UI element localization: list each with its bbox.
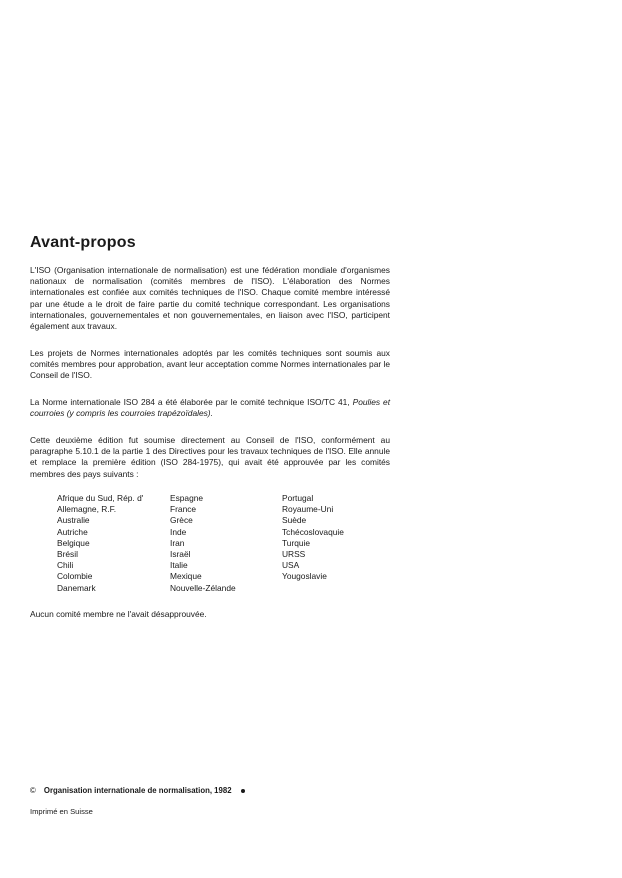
committee-title: Poulies et courroies (y compris les courroies trapézoïdales). [30, 397, 391, 419]
country-item: URSS [282, 549, 306, 560]
country-item: Mexique [170, 571, 202, 582]
country-item: Espagne [170, 493, 204, 503]
imprint-text: Imprimé en Suisse [30, 807, 93, 816]
page-title: Avant-propos [30, 234, 136, 251]
country-item: Iran [170, 537, 185, 548]
country-item: Australie [57, 515, 90, 526]
country-item: Inde [170, 526, 187, 537]
country-item: Autriche [57, 526, 88, 537]
country-item: Grèce [170, 515, 193, 526]
country-item: France [170, 504, 197, 515]
country-item: USA [282, 560, 300, 571]
country-item: Suède [282, 515, 307, 526]
paragraph-draft-adoption: Les projets de Normes internationales adoptés par les comités techniques sont soumis aux comités membres pour approbation, avant leur acceptation comme Normes internationales par le Conseil de l'ISO. [30, 348, 390, 381]
country-item: Colombie [57, 571, 93, 582]
country-item: Portugal [282, 493, 314, 503]
copyright-text: Organisation internationale de normalisation, 1982 [43, 786, 232, 795]
paragraph-edition-approval: Cette deuxième édition fut soumise directement au Conseil de l'ISO, conformément au paragraphe 5.10.1 de la partie 1 des Directives pour les travaux techniques de l'ISO. Elle annule et remplace la première édition (ISO 284-1975), qui avait été approuvée par les comités membres des pays suivants : [30, 435, 390, 479]
countries-column-2 [170, 493, 280, 594]
country-item: Afrique du Sud, Rép. d' [57, 493, 144, 503]
paragraph-standard-origin [30, 397, 390, 419]
country-item: Belgique [57, 537, 90, 548]
country-item: Italie [170, 560, 188, 571]
copyright-symbol: © [30, 786, 36, 795]
paragraph-iso-description: L'ISO (Organisation internationale de normalisation) est une fédération mondiale d'organismes nationaux de normalisation (comités membres de l'ISO). L'élaboration des Normes internationales est confiée aux comités techniques de l'ISO. Chaque comité membre intéressé par une étude a le droit de faire partie du comité technique correspondant. Les organisations internationales, gouvernementales et non gouvernementales, en liaison avec l'ISO, participent également aux travaux. [30, 265, 390, 332]
country-item: Royaume-Uni [282, 504, 334, 515]
country-item: Allemagne, R.F. [57, 504, 117, 515]
country-item: Danemark [57, 582, 96, 593]
country-item: Turquie [282, 537, 311, 548]
country-item: Israël [170, 549, 191, 560]
standard-origin-text: La Norme internationale ISO 284 a été élaborée par le comité technique ISO/TC 41, [30, 397, 350, 407]
copyright-line [30, 786, 245, 795]
country-item: Brésil [57, 549, 78, 560]
country-item: Tchécoslovaquie [282, 526, 344, 537]
country-item: Nouvelle-Zélande [170, 582, 236, 593]
bullet-dot-icon [241, 789, 245, 793]
country-item: Chili [57, 560, 74, 571]
country-item: Yougoslavie [282, 571, 327, 582]
countries-column-3 [282, 493, 392, 583]
closing-statement: Aucun comité membre ne l'avait désapprouvée. [30, 609, 207, 619]
countries-column-1 [57, 493, 167, 594]
